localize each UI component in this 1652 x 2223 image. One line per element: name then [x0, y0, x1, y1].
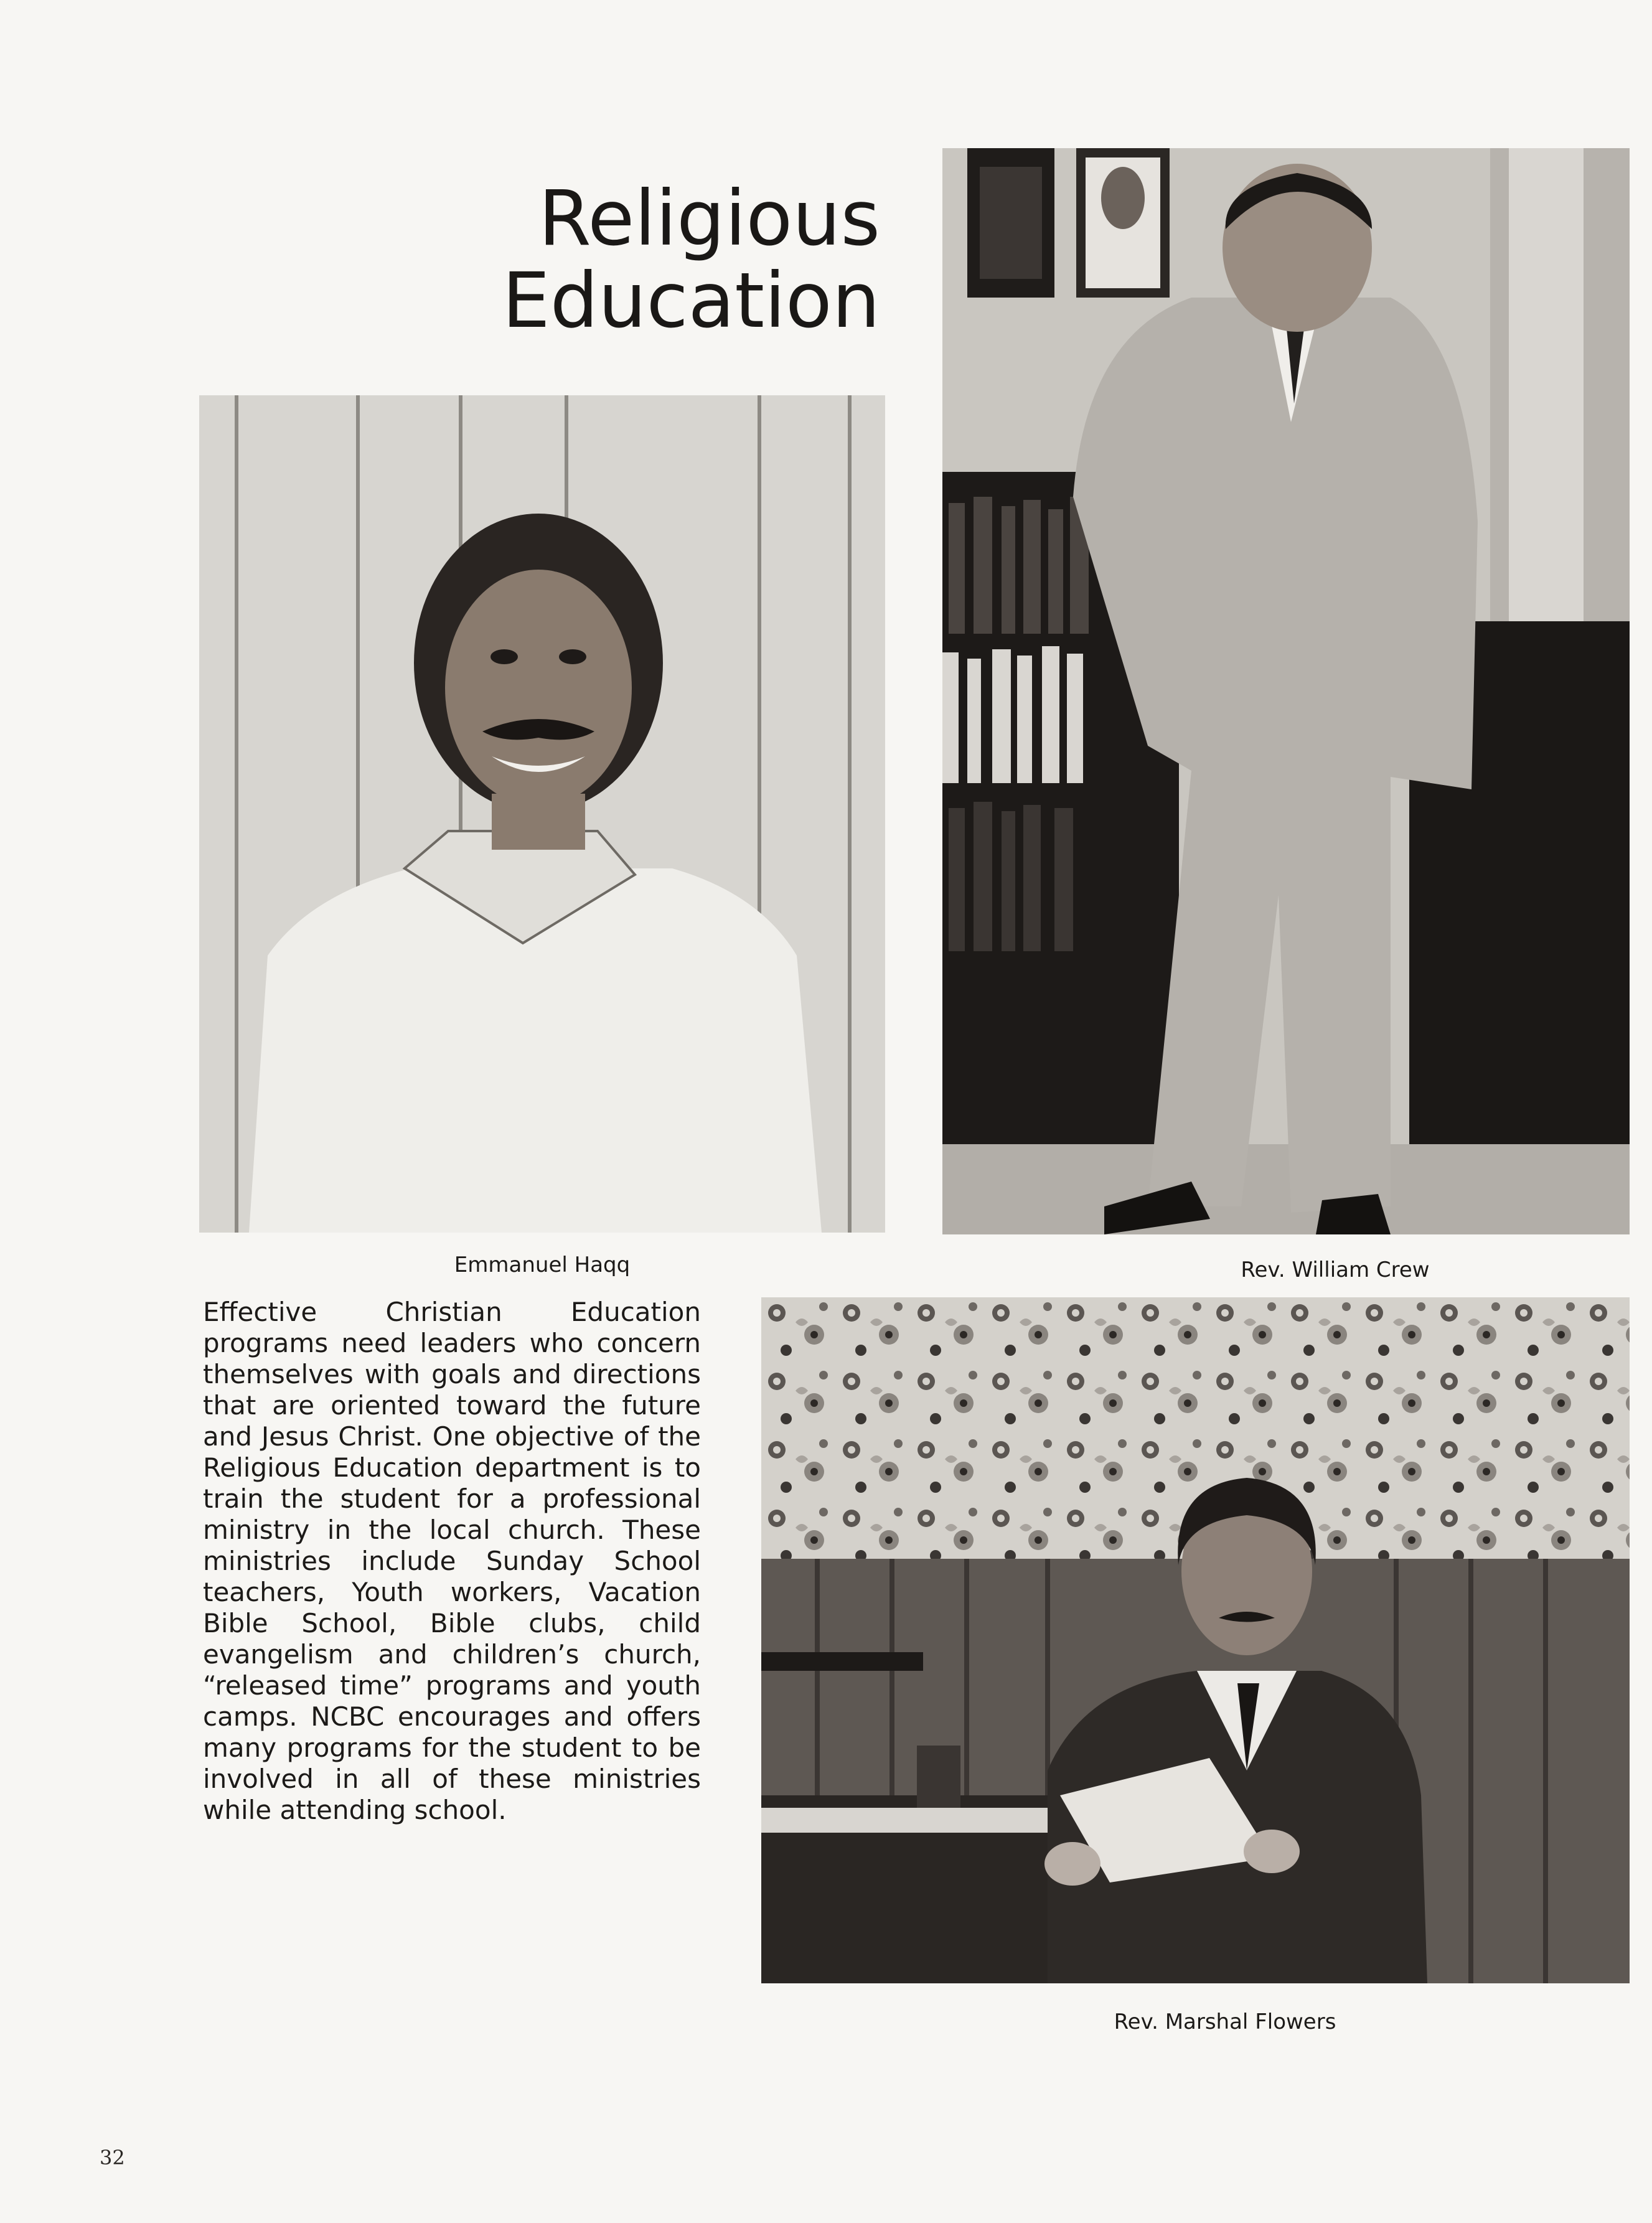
body-paragraph: Effective Christian Education programs need leaders who concern themselves with goals and directions that are oriented toward the future and Jesus Christ. One objective of the Religious Education department is to train the student for a professional ministry in the local church. These ministries include Sunday School teachers, Youth workers, Vacation Bible School, Bible clubs, child evangelism and children’s church, “released time” programs and youth camps. NCBC encourages and offers many programs for the student to be involved in all of these ministries while attending school.: [203, 1297, 701, 1825]
photo-rev-marshal-flowers: [761, 1297, 1630, 1983]
portrait-illustration: [761, 1297, 1630, 1983]
page-title-line-1: Religious: [538, 174, 880, 263]
portrait-illustration: [942, 148, 1630, 1234]
photo-caption-crew: Rev. William Crew: [1241, 1257, 1430, 1282]
photo-caption-haqq: Emmanuel Haqq: [454, 1252, 631, 1277]
photo-rev-william-crew: [942, 148, 1630, 1234]
photo-emmanuel-haqq: [199, 395, 885, 1233]
page-title: [320, 174, 880, 345]
photo-caption-flowers: Rev. Marshal Flowers: [1114, 2009, 1336, 2034]
portrait-illustration: [199, 395, 885, 1233]
page-title-line-2: Education: [502, 256, 880, 345]
page-number: 32: [100, 2146, 125, 2169]
